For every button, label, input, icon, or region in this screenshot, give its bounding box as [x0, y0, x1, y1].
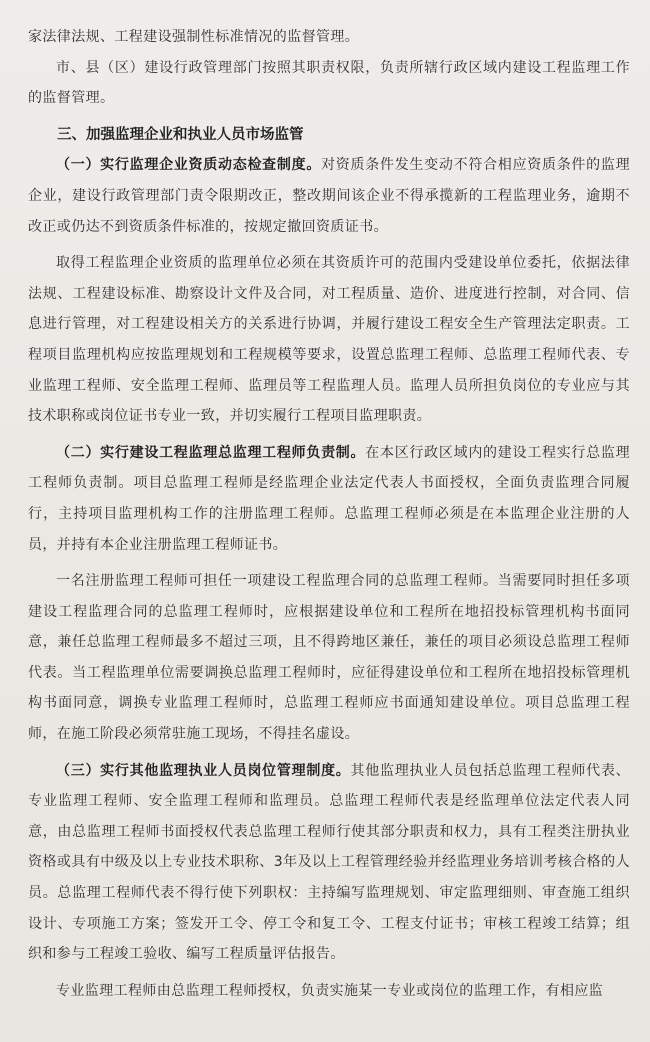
- paragraph-text: 对资质条件发生变动不符合相应资质条件的监理企业，建设行政管理部门责令限期改正，整改期间该企业不得承揽新的工程监理业务，逾期不改正或仍达不到资质条件标准的，按规定撤回资质证书。: [28, 157, 630, 235]
- paragraph-text: 专业监理工程师由总监理工程师授权，负责实施某一专业或岗位的监理工作，有相应监: [56, 982, 604, 999]
- paragraph-multiple-projects: [28, 566, 630, 750]
- paragraph-text: 市、县（区）建设行政管理部门按照其职责权限，负责所辖行政区域内建设工程监理工作的监督管理。: [28, 59, 630, 107]
- clause-title-3: （三）实行其他监理执业人员岗位管理制度。: [56, 762, 351, 779]
- paragraph-unit-responsibilities: [28, 248, 630, 432]
- paragraph-text: 家法律法规、工程建设强制性标准情况的监督管理。: [28, 29, 360, 45]
- paragraph-text: 一名注册监理工程师可担任一项建设工程监理合同的总监理工程师。当需要同时担任多项建设工程监理合同的总监理工程师时，应根据建设单位和工程所在地招投标管理机构书面同意，兼任总监理工程师最多不超过三项，且不得跨地区兼任，兼任的项目必须设总监理工程师代表。当工程监理单位需要调换总监理工程师时，应征得建设单位和工程所在地招投标管理机构书面同意，调换专业监理工程师时，总监理工程师应书面通知建设单位。项目总监理工程师，在施工阶段必须常驻施工现场，不得挂名虚设。: [28, 573, 630, 743]
- section-heading-3: 三、加强监理企业和执业人员市场监管: [57, 126, 304, 143]
- clause-title-2: （二）实行建设工程监理总监理工程师负责制。: [56, 444, 366, 461]
- paragraph-text: 其他监理执业人员包括总监理工程师代表、专业监理工程师、安全监理工程师和监理员。总监理工程师代表是经监理单位法定代表人同意，由总监理工程师书面授权代表总监理工程师行使其部分职责和权力，具有工程类注册执业资格或具有中级及以上专业技术职称、3年及以上工程管理经验并经监理业务培训考核合格的人员。总监理工程师代表不得行使下列职权：主持编写监理规划、审定监理细则、审查施工组织设计、专项施工方案；签发开工令、停工令和复工令、工程支付证书；审核工程竣工结算；组织和参与工程竣工验收、编写工程质量评估报告。: [28, 762, 630, 963]
- paragraph-professional-engineer: [28, 976, 630, 1007]
- paragraph-continuation: [28, 22, 630, 53]
- paragraph-qualification-check: [28, 150, 630, 242]
- paragraph-supervision-duty: [28, 53, 630, 114]
- paragraph-other-personnel: [28, 756, 630, 970]
- paragraph-chief-engineer: [28, 438, 630, 560]
- paragraph-text: 取得工程监理企业资质的监理单位必须在其资质许可的范围内受建设单位委托，依据法律法规、工程建设标准、勘察设计文件及合同，对工程质量、造价、进度进行控制，对合同、信息进行管理，对工程建设相关方的关系进行协调，并履行建设工程安全生产管理法定职责。工程项目监理机构应按监理规划和工程规模等要求，设置总监理工程师、总监理工程师代表、专业监理工程师、安全监理工程师、监理员等工程监理人员。监理人员所担负岗位的专业应与其技术职称或岗位证书专业一致，并切实履行工程项目监理职责。: [28, 255, 630, 425]
- paragraph-text: 在本区行政区域内的建设工程实行总监理工程师负责制。项目总监理工程师是经监理企业法定代表人书面授权，全面负责监理合同履行，主持项目监理机构工作的注册监理工程师。总监理工程师必须是在本监理企业注册的人员，并持有本企业注册监理工程师证书。: [28, 444, 630, 553]
- clause-title-1: （一）实行监理企业资质动态检查制度。: [56, 157, 322, 174]
